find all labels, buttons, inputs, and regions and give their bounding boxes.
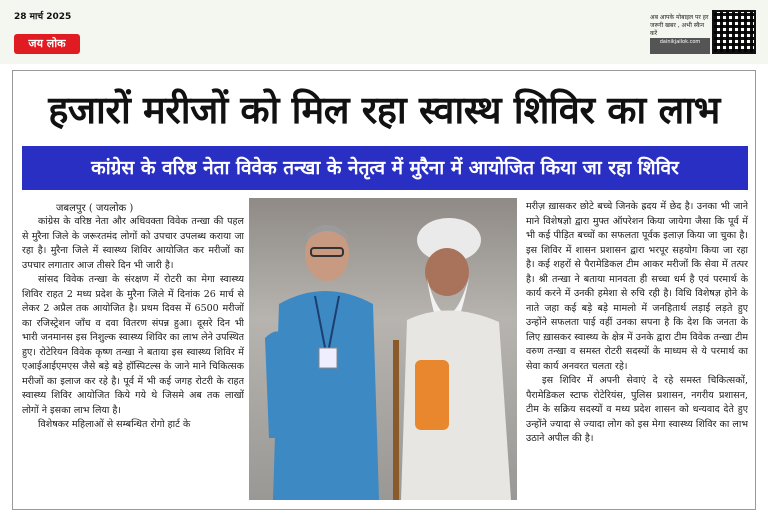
dateline: जबलपुर ( जयलोक ) xyxy=(56,203,134,214)
promo-text xyxy=(650,14,712,38)
doctor-figure xyxy=(265,208,385,500)
newspaper-logo: जय लोक xyxy=(14,34,80,54)
left-column xyxy=(22,215,244,507)
qr-code-icon xyxy=(712,10,756,54)
promo-box: dainikjailok.com xyxy=(650,38,710,54)
masthead-strip xyxy=(0,0,768,64)
elderly-man-figure xyxy=(389,210,517,500)
subheadline-banner: कांग्रेस के वरिष्ठ नेता विवेक तन्खा के नेतृत्व में मुरैना में आयोजित किया जा रहा शिविर xyxy=(22,146,748,190)
paragraph: विशेषकर महिलाओं से सम्बन्धित रोगो हार्ट के xyxy=(38,419,191,430)
paragraph: इस शिविर में अपनी सेवाएं दे रहे समस्त चिकित्सकों, पैरामेडिकल स्टाफ रोटेरियंस, पुलिस प्रशासन, नगरीय प्रशासन, टीम के सक्रिय सदस्यों व मध्य प्रदेश शासन को धन्यवाद देते हुए उन्होंने ज्यादा से ज्यादा लोग को इस मेगा स्वास्थ्य शिविर का लाभ उठाने अपील की है। xyxy=(526,375,748,444)
paragraph: मरीज़ ख़ासकर छोटे बच्चे जिनके ह्रदय में छेद है। उनका भी जाने माने विशेषज्ञो द्वारा मुफ्त ऑपरेशन किया जायेगा जैसा कि पूर्व में भी कई पीड़ित बच्चों का सफलता पूर्वक इलाज़ किया जा चुका है। इस शिविर में शासन प्रशासन द्वारा भरपूर सहयोग किया जा रहा है। कई शहरों से पैरामेडिकल टीम आकर मरीजों कि सेवा में तत्पर है। श्री तन्खा ने बताया मानवता ही सच्चा धर्म है एवं परमार्थ के कार्य करने में उनकी हमेशा से रुचि रही है। विधि विशेषज्ञ होने के नाते जहा कई बड़े बड़े मामलो में जनहितार्थ लड़ाई लड़ते हुए उन्होंने सफलता पाई वहीं उनका सपना है कि देश कि जनता के लिए ख़ासकर स्वास्थ्य के क्षेत्र में उनके द्वारा टीम विवेक तन्खा टीम वरुण तन्खा व समस्त रोटरी सदस्यों के माध्यम से ये परमार्थ का सेवा कार्य अनवरत चलता रहे। xyxy=(526,201,748,372)
issue-date: 28 मार्च 2025 xyxy=(14,12,72,22)
promo-line-2: जरूरी खबर , अभी स्कैन करें xyxy=(650,22,705,37)
paragraph: कांग्रेस के वरिष्ठ नेता और अधिवक्ता विवेक तन्खा की पहल से मुरैना जिले के जरूरतमंद लोगों को उपचार उपलब्ध कराया जा रहा है। मुरैना जिले में स्वास्थ्य शिविर आयोजित कर मरीजों का उपचार लगातार आज तीसरे दिन भी जारी है। xyxy=(22,216,244,271)
headline: हजारों मरीजों को मिल रहा स्वास्थ शिविर का लाभ xyxy=(48,88,720,132)
article-photo xyxy=(249,198,517,500)
promo-line-1: अब आपके मोबाइल पर हर xyxy=(650,14,709,21)
right-column xyxy=(526,200,748,502)
paragraph: सांसद विवेक तन्खा के संरक्षण में रोटरी का मेगा स्वास्थ्य शिविर राहत 2 मध्य प्रदेश के मुरैना जिले में दिनांक 26 मार्च से लेकर 2 अप्रैल तक आयोजित है। प्रथम दिवस में 6500 मरीजों का रजिस्ट्रेशन जाँच व दवा वितरण संपन्न हुआ। दूसरे दिन भी भारी जनमानस इस निशुल्क स्वास्थ्य शिविर का लाभ लेने उपस्थित हुए। रोटेरियन विवेक कृष्ण तन्खा ने बताया इस स्वास्थ्य शिविर में एआईआईएमएस जैसे बड़े बड़े हॉस्पिटल्स के जाने माने चिकित्सक मरीजों का इलाज कर रहे है। पूर्व में भी कई जगह रोटरी के राहत स्वास्थ्य शिविर आयोजित किये गये थे जिसमे अब तक लाखों लोगों ने इसका लाभ लिया है। xyxy=(22,274,244,416)
